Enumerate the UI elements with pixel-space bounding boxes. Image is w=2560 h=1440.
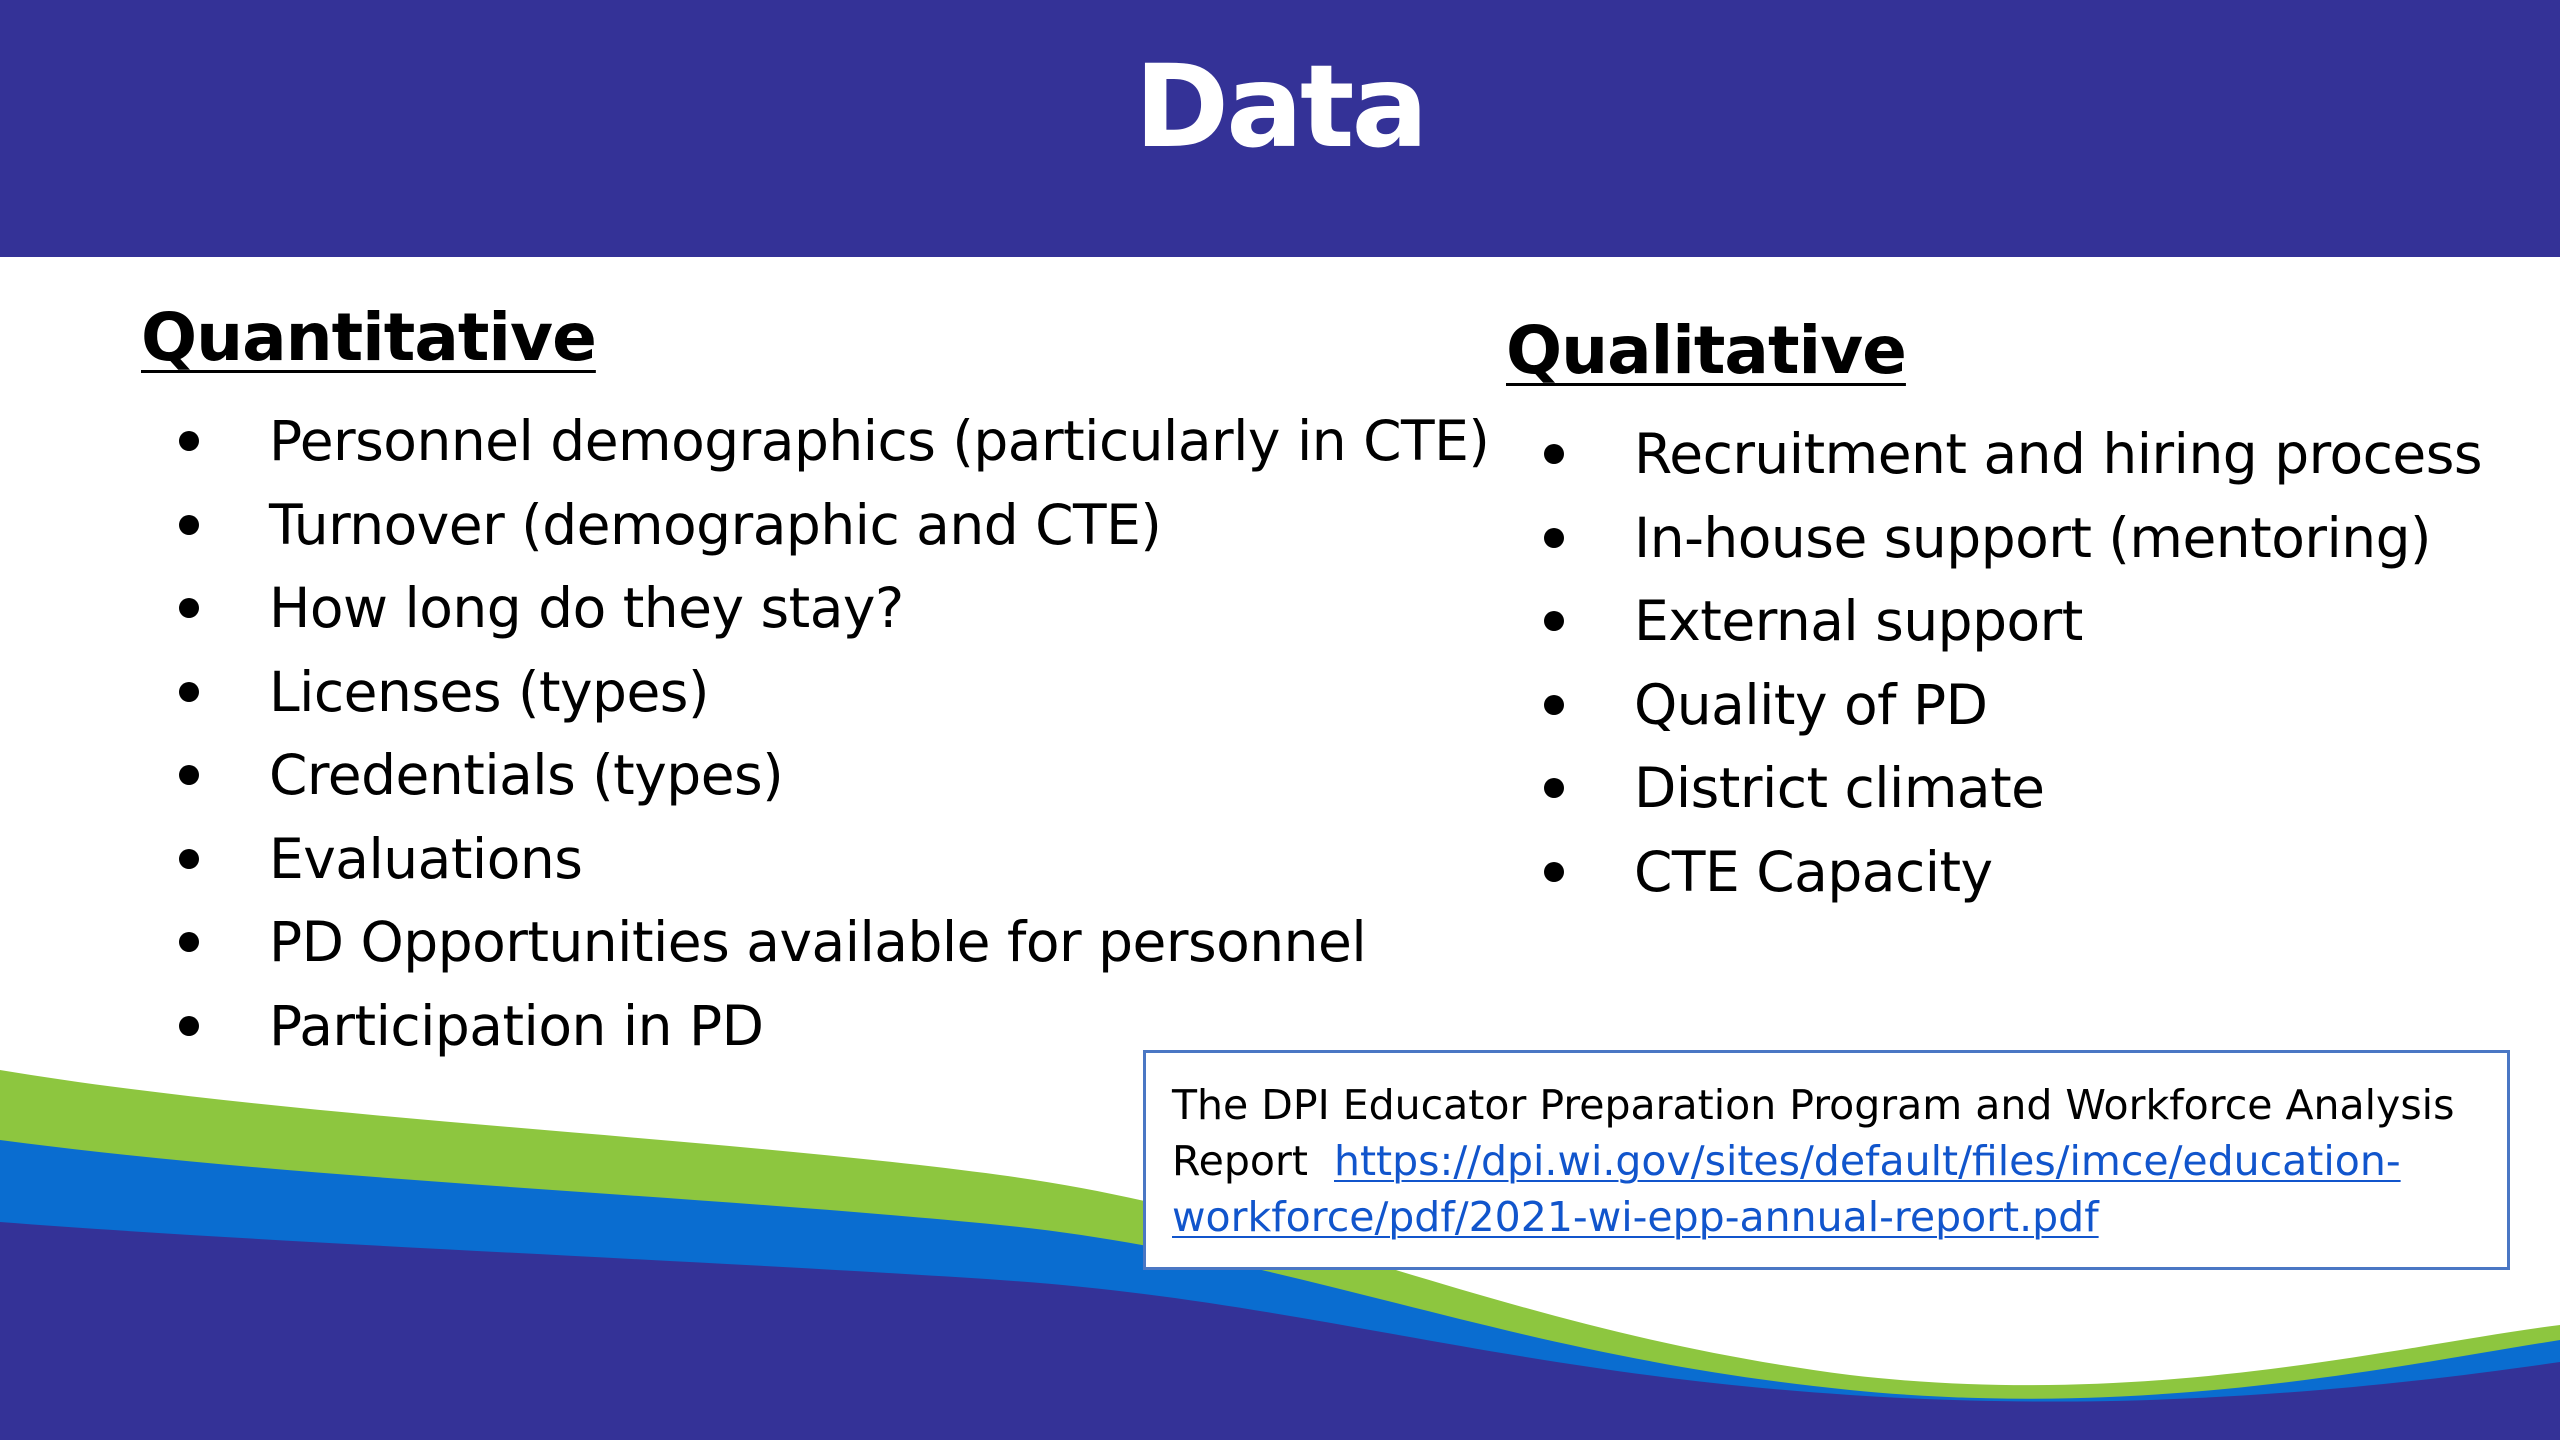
quantitative-column xyxy=(141,290,1521,1068)
slide-title: Data xyxy=(1134,40,1426,173)
list-item-text: In-house support (mentoring) xyxy=(1634,505,2431,570)
quantitative-list-item xyxy=(141,651,1521,735)
bullet-icon xyxy=(179,849,199,869)
reference-link[interactable]: https://dpi.wi.gov/sites/default/files/imce/education-workforce/pdf/2021-wi-epp-annual-report.pdf xyxy=(1172,1137,2401,1241)
bullet-icon xyxy=(1544,611,1564,631)
qualitative-heading: Qualitative xyxy=(1506,312,1906,389)
list-item-text: Licenses (types) xyxy=(269,659,709,724)
qualitative-list-item xyxy=(1506,413,2546,497)
reference-text: The DPI Educator Preparation Program and Workforce Analysis Report xyxy=(1172,1081,2455,1185)
reference-box xyxy=(1143,1050,2510,1270)
list-item-text: Turnover (demographic and CTE) xyxy=(269,492,1162,557)
bullet-icon xyxy=(179,1016,199,1036)
list-item-text: PD Opportunities available for personnel xyxy=(269,910,1367,974)
list-item-text: Evaluations xyxy=(269,826,583,891)
qualitative-list-item xyxy=(1506,497,2546,581)
qualitative-list-item xyxy=(1506,831,2546,915)
bullet-icon xyxy=(1544,444,1564,464)
qualitative-list xyxy=(1506,413,2546,914)
bullet-icon xyxy=(1544,778,1564,798)
quantitative-list xyxy=(141,400,1521,1068)
quantitative-heading: Quantitative xyxy=(141,299,596,376)
bullet-icon xyxy=(179,932,199,952)
bullet-icon xyxy=(179,598,199,618)
quantitative-list-item xyxy=(141,484,1521,568)
bullet-icon xyxy=(179,682,199,702)
bullet-icon xyxy=(1544,528,1564,548)
list-item-text: Participation in PD xyxy=(269,993,764,1058)
list-item-text: Recruitment and hiring process xyxy=(1634,422,2483,486)
quantitative-list-item xyxy=(141,734,1521,818)
list-item-text: Quality of PD xyxy=(1634,672,1988,737)
list-item-text: How long do they stay? xyxy=(269,576,904,640)
list-item-text: CTE Capacity xyxy=(1634,839,1993,904)
bullet-icon xyxy=(179,765,199,785)
qualitative-list-item xyxy=(1506,664,2546,748)
list-item-text: External support xyxy=(1634,589,2083,653)
bullet-icon xyxy=(1544,862,1564,882)
qualitative-list-item xyxy=(1506,580,2546,664)
list-item-text: Personnel demographics (particularly in CTE) xyxy=(269,409,1490,473)
qualitative-list-item xyxy=(1506,747,2546,831)
list-item-text: District climate xyxy=(1634,756,2045,820)
quantitative-list-item xyxy=(141,901,1521,985)
qualitative-column xyxy=(1506,303,2546,914)
quantitative-list-item xyxy=(141,400,1521,484)
list-item-text: Credentials (types) xyxy=(269,743,784,807)
bullet-icon xyxy=(1544,695,1564,715)
bullet-icon xyxy=(179,515,199,535)
quantitative-list-item xyxy=(141,567,1521,651)
quantitative-list-item xyxy=(141,818,1521,902)
bullet-icon xyxy=(179,431,199,451)
